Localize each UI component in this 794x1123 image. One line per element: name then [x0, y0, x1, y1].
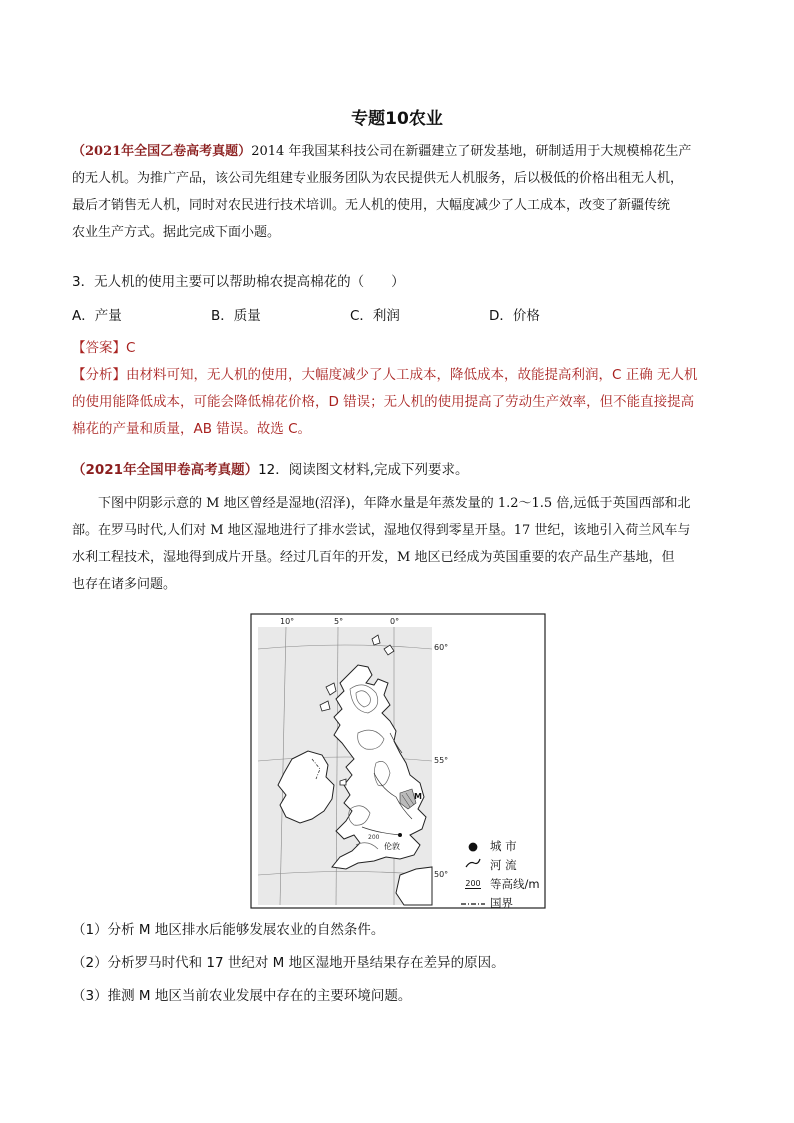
- region-m-label: M: [414, 792, 422, 801]
- source-tag: （2021年全国甲卷高考真题）: [72, 462, 259, 478]
- question-12-intro: [72, 458, 724, 478]
- legend-item: [456, 836, 540, 855]
- legend-item: [456, 855, 540, 874]
- analysis-line: 棉花的产量和质量，AB 错误。故选 C。: [72, 421, 312, 437]
- material-paragraph: [72, 138, 724, 246]
- contour-value-label: 200: [368, 834, 380, 841]
- material-paragraph: [72, 490, 724, 598]
- legend-label: 城 市: [490, 838, 517, 853]
- material-line: 下图中阴影示意的 M 地区曾经是湿地(沼泽)，年降水量是年蒸发量的 1.2～1.5 倍,远低于英国西部和北: [98, 496, 691, 511]
- question-12-material: [72, 490, 724, 598]
- sub-question-2: （2）分析罗马时代和 17 世纪对 M 地区湿地开垦结果存在差异的原因。: [72, 955, 505, 971]
- answer-label: 【答案】: [72, 340, 126, 356]
- city-dot-icon: ●: [467, 838, 479, 853]
- london-label: 伦敦: [384, 842, 400, 851]
- analysis-line: 由材料可知，无人机的使用，大幅度减少了人工成本，降低成本，故能提高利润，C 正确 无人机: [126, 367, 698, 383]
- legend-label: 河 流: [490, 857, 517, 872]
- border-icon: [456, 896, 490, 910]
- legend-label: 等高线/m: [490, 876, 540, 891]
- material-line: 水利工程技术，湿地得到成片开垦。经过几百年的开发，M 地区已经成为英国重要的农产品生产基地，但: [72, 550, 675, 565]
- river-icon: [456, 857, 490, 872]
- option-c: C．利润: [350, 308, 400, 324]
- question-1-material: [72, 138, 724, 246]
- material-line: 也存在诸多问题。: [72, 577, 177, 592]
- material-line: 最后才销售无人机，同时对农民进行技术培训。无人机的使用，大幅度减少了人工成本，改变了新疆传统: [72, 198, 671, 213]
- analysis-block: [72, 362, 724, 443]
- material-line: 农业生产方式。据此完成下面小题。: [72, 225, 281, 240]
- answer-value: C: [126, 340, 136, 356]
- page-title: 专题10农业: [351, 109, 443, 129]
- lon-label: 5°: [334, 617, 344, 626]
- lat-label: 60°: [434, 643, 449, 652]
- legend-item: [456, 893, 540, 912]
- london-city-dot: [398, 833, 402, 837]
- analysis-line: 的使用能降低成本，可能会降低棉花价格，D 错误；无人机的使用提高了劳动生产效率，但不能直接提高: [72, 394, 695, 410]
- legend-item: [456, 874, 540, 893]
- source-tag: （2021年全国乙卷高考真题）: [72, 144, 252, 159]
- lon-label: 10°: [280, 617, 295, 626]
- option-b: B．质量: [211, 308, 261, 324]
- material-line: 的无人机。为推广产品，该公司先组建专业服务团队为农民提供无人机服务，后以极低的价格出租无人机，: [72, 171, 684, 186]
- option-d: D．价格: [489, 308, 540, 324]
- sub-question-1: （1）分析 M 地区排水后能够发展农业的自然条件。: [72, 922, 385, 938]
- analysis-label: 【分析】: [72, 367, 126, 383]
- material-line: 2014 年我国某科技公司在新疆建立了研发基地，研制适用于大规模棉花生产: [251, 144, 692, 159]
- lon-label: 0°: [390, 617, 400, 626]
- intro-text: 12．阅读图文材料,完成下列要求。: [258, 462, 469, 478]
- contour-icon: 200: [465, 879, 481, 888]
- map-legend: [456, 836, 540, 912]
- answer-line: [72, 336, 724, 356]
- options-row: [72, 304, 724, 324]
- sub-question-3: （3）推测 M 地区当前农业发展中存在的主要环境问题。: [72, 988, 412, 1004]
- material-line: 部。在罗马时代,人们对 M 地区湿地进行了排水尝试，湿地仅得到零星开垦。17 世纪，该地引入荷兰风车与: [72, 523, 691, 538]
- legend-label: 国界: [490, 895, 513, 910]
- question-3-stem: 3．无人机的使用主要可以帮助棉农提高棉花的（ ）: [72, 274, 405, 290]
- lat-label: 50°: [434, 870, 449, 879]
- option-a: A．产量: [72, 308, 122, 324]
- lat-label: 55°: [434, 756, 449, 765]
